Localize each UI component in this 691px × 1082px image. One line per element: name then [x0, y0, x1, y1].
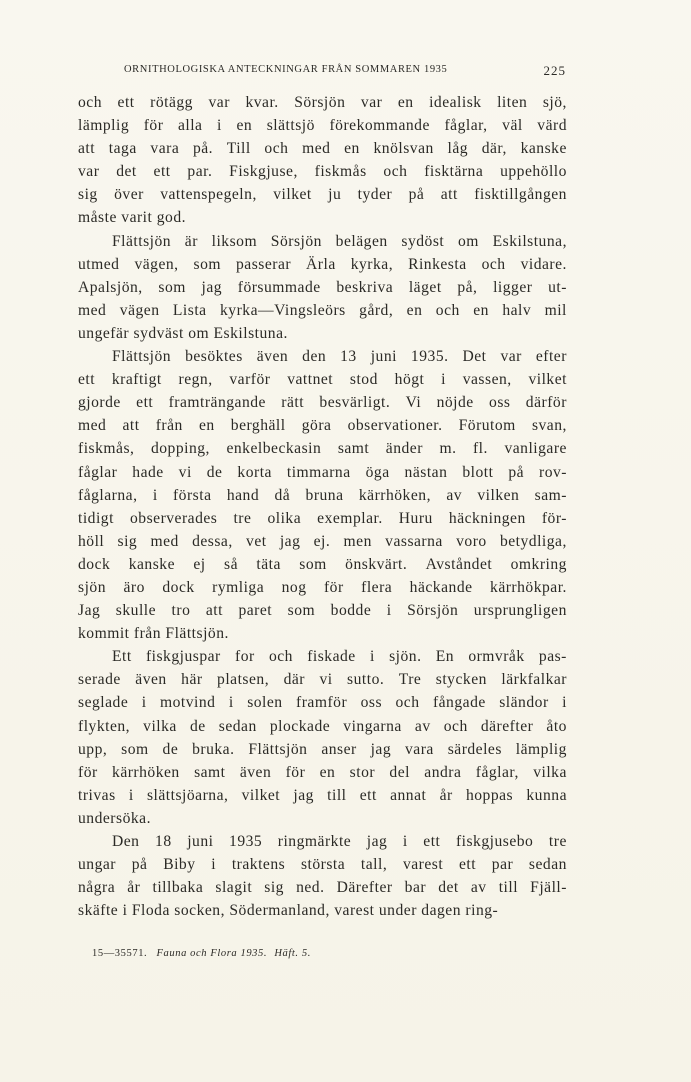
page-footer	[92, 948, 311, 959]
text-line: ett kraftigt regn, varför vattnet stod högt i vassen, vilket	[78, 371, 567, 389]
running-head-title: ORNITHOLOGISKA ANTECKNINGAR FRÅN SOMMAREN 1935	[124, 64, 448, 75]
text-line: Apalsjön, som jag försummade beskriva läget på, ligger ut-	[78, 278, 567, 296]
paragraph	[78, 830, 567, 922]
text-line: flykten, vilka de sedan plockade vingarna av och därefter åto	[78, 717, 567, 735]
text-line: undersöka.	[78, 809, 151, 827]
text-line: kommit från Flättsjön.	[78, 625, 229, 643]
paragraph	[78, 230, 567, 345]
text-line: utmed vägen, som passerar Ärla kyrka, Rinkesta och vidare.	[78, 255, 567, 273]
text-line: med att från en berghäll göra observationer. Förutom svan,	[78, 417, 567, 435]
text-line: tidigt observerades tre olika exemplar. Huru häckningen för-	[78, 509, 567, 527]
text-line: för kärrhöken samt även för en stor del andra fåglar, vilka	[78, 763, 567, 781]
text-line: var det ett par. Fiskgjuse, fiskmås och fisktärna uppehöllo	[78, 163, 567, 181]
text-line: fiskmås, dopping, enkelbeckasin samt änder m. fl. vanligare	[78, 440, 567, 458]
text-line: trivas i slättsjöarna, vilket jag till ett annat år hoppas kunna	[78, 786, 567, 804]
text-line: Den 18 juni 1935 ringmärkte jag i ett fiskgjusebo tre	[112, 833, 567, 850]
text-line: lämplig för alla i en slättsjö förekommande fåglar, väl värd	[78, 117, 567, 135]
text-line: sjön äro dock rymliga nog för flera häckande kärrhökpar.	[78, 578, 567, 596]
journal-reference: Fauna och Flora 1935.	[156, 948, 268, 959]
text-line: måste varit god.	[78, 209, 187, 227]
text-line: fåglar hade vi de korta timmarna öga nästan blott på rov-	[78, 463, 567, 481]
printer-signature: 15—35571.	[92, 948, 148, 959]
text-line: att taga vara på. Till och med en knölsvan låg där, kanske	[78, 140, 567, 158]
text-line: gjorde ett framträngande rätt besvärligt. Vi nöjde oss därför	[78, 394, 567, 412]
text-line: seglade i motvind i solen framför oss och fångade sländor i	[78, 694, 567, 712]
text-line: serade även här platsen, där vi sutto. Tre stycken lärkfalkar	[78, 671, 567, 689]
issue-reference: Häft. 5.	[274, 948, 311, 959]
text-line: dock kanske ej så täta som önskvärt. Avståndet omkring	[78, 555, 567, 573]
paragraph	[78, 91, 567, 230]
text-line: Flättsjön är liksom Sörsjön belägen sydöst om Eskilstuna,	[112, 232, 567, 250]
text-line: Ett fiskgjuspar for och fiskade i sjön. En ormvråk pas-	[112, 648, 567, 666]
text-line: upp, som de bruka. Flättsjön anser jag vara särdeles lämplig	[78, 740, 567, 758]
text-line: höll sig med dessa, vet jag ej. men vassarna voro betydliga,	[78, 532, 567, 550]
text-line: Flättsjön besöktes även den 13 juni 1935. Det var efter	[112, 348, 567, 366]
text-line: och ett rötägg var kvar. Sörsjön var en idealisk liten sjö,	[78, 94, 567, 111]
paragraph	[78, 345, 567, 645]
text-line: sig över vattenspegeln, vilket ju tyder på att fisktillgången	[78, 186, 567, 204]
text-line: några år tillbaka slagit sig ned. Därefter bar det av till Fjäll-	[78, 879, 567, 897]
paragraph	[78, 645, 567, 830]
text-line: ungar på Biby i traktens största tall, varest ett par sedan	[78, 856, 567, 874]
text-line: ungefär sydväst om Eskilstuna.	[78, 324, 288, 342]
text-line: fåglarna, i första hand då bruna kärrhöken, av vilken sam-	[78, 486, 567, 504]
text-line: skäfte i Floda socken, Södermanland, varest under dagen ring-	[78, 902, 499, 920]
body-text	[78, 91, 567, 922]
text-line: med vägen Lista kyrka—Vingsleörs gård, en och en halv mil	[78, 301, 567, 319]
text-line: Jag skulle tro att paret som bodde i Sörsjön ursprungligen	[78, 602, 567, 620]
page-number: 225	[543, 63, 566, 78]
